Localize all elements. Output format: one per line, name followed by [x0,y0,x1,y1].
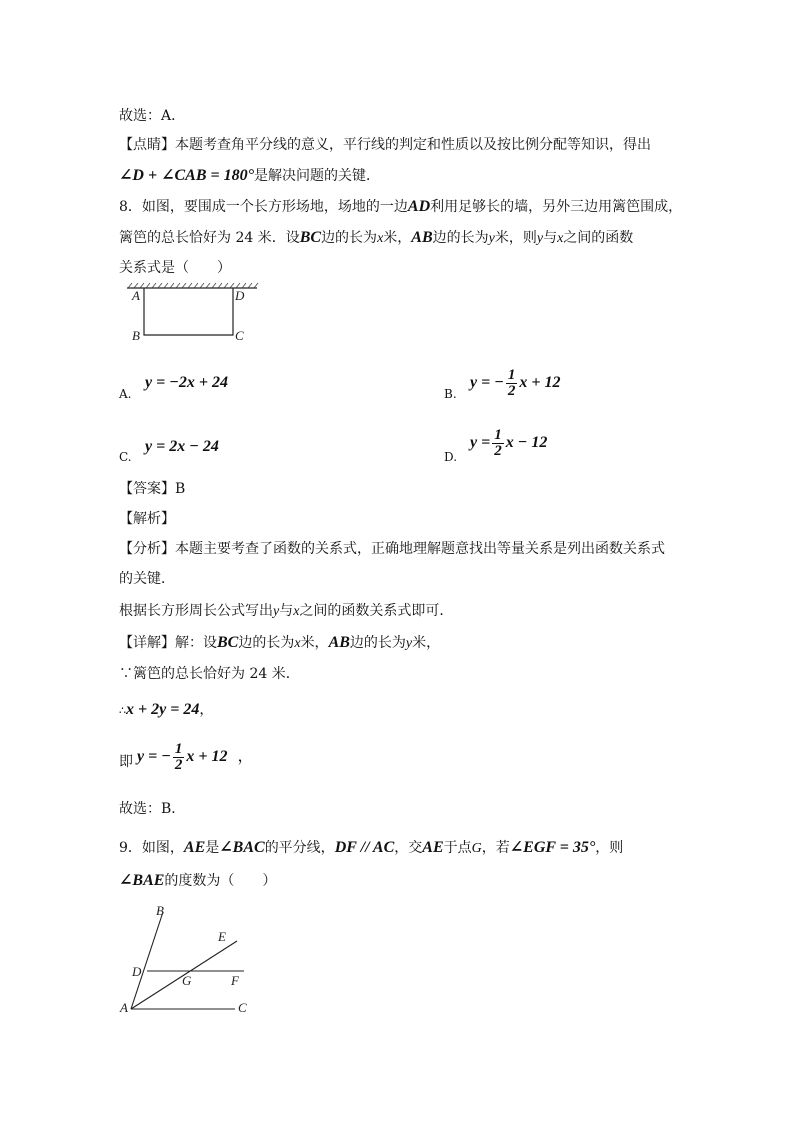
q8-var: x [557,231,564,246]
q8-text: 之间的函数 [563,230,634,246]
q8-line3: 关系式是（ ） [119,260,231,276]
q9-var: G [471,841,482,856]
option-d-expr [470,428,547,459]
fraction-den: 2 [174,757,183,773]
label-b: B [132,328,140,343]
method-text: 与 [279,603,294,619]
prev-comment-cont [119,166,380,186]
fraction-num: 1 [174,741,183,757]
q8-figure [125,282,265,346]
comment-tag: 【点睛】 [119,137,175,153]
q9-text: ，交 [394,840,423,856]
q8-text: 边的长为 [321,230,378,246]
method-var: x [293,604,300,619]
option-b-pre: y = − [470,374,504,392]
eq1-tail: ， [199,702,214,718]
q9-text: 9．如图， [119,840,184,856]
option-b-expr [470,368,561,399]
q9-math: ∠EGF = 35° [509,839,596,856]
q8-var: x [377,231,384,246]
label-d: D [132,964,142,979]
q9-text: 于点 [443,840,472,856]
prev-answer: 故选：A． [119,108,186,124]
option-b-label: B. [444,387,457,401]
label-c: C [238,1000,247,1015]
q8-method [119,601,453,622]
label-g: G [182,973,192,988]
q9-text: 是 [205,840,220,856]
label-a: A [132,288,140,303]
q9-text: ，若 [481,840,510,856]
q9-line1 [119,838,623,859]
therefore-symbol: ∴ [119,704,126,717]
q9-math: AE [422,839,444,856]
detail-math-bc: BC [217,634,239,651]
detail-text: 边的长为 [238,635,295,651]
q8-math-bc: BC [299,229,322,246]
fenxi-tag: 【分析】 [119,541,175,557]
fence-rectangle [144,288,233,335]
because-text: 篱笆的总长恰好为 24 米． [133,666,300,682]
detail-var: x [294,636,301,651]
q8-answer: 【答案】B [119,481,186,497]
q8-line1 [119,197,682,217]
fraction [173,742,185,773]
option-d-pre: y = [470,434,491,452]
q9-line2 [119,871,276,891]
q8-text: 篱笆的总长恰好为 24 米．设 [119,230,300,246]
q8-math-ad: AD [407,198,431,215]
detail-text: 米， [300,635,329,651]
eq2-pre: y = − [137,748,171,766]
q8-text: 米，则 [494,230,537,246]
q9-math: AE [183,839,206,856]
label-c: C [235,328,244,343]
q8-var: y [488,231,495,246]
q8-text: 8．如图，要围成一个长方形场地，场地的一边 [119,199,408,215]
option-c-expr: y = 2x − 24 [145,438,219,455]
method-text: 之间的函数关系式即可． [299,603,454,619]
fraction [492,428,504,459]
q9-text: 的度数为（ ） [164,873,277,889]
q8-eq1 [119,700,213,721]
label-d: D [235,288,245,303]
q8-final: 故选：B． [119,801,186,817]
option-d-label: D. [444,450,458,464]
eq2-post: x + 12 [186,748,228,766]
option-c-label: C. [119,450,132,464]
comment-text: 本题考查角平分线的意义，平行线的判定和性质以及按比例分配等知识，得出 [175,137,651,153]
equation-2 [137,742,254,773]
fraction-den: 2 [494,443,502,459]
q8-line2 [119,228,633,249]
detail-math-ab: AB [328,634,350,651]
q8-text: 米， [383,230,412,246]
fraction-den: 2 [507,383,516,399]
q8-because [119,664,300,684]
label-e: E [218,929,226,944]
method-text: 根据长方形周长公式写出 [119,603,273,619]
q8-var: y [536,231,544,246]
label-a: A [120,1000,128,1015]
option-a-expr: y = −2x + 24 [145,374,229,391]
equation-1: x + 2y = 24 [126,701,200,718]
option-d-post: x − 12 [505,434,548,452]
detail-text: 边的长为 [349,635,406,651]
q9-math: ∠BAE [119,872,165,889]
ray-ab [131,912,163,1009]
detail-text: 解：设 [175,635,217,651]
comment-math: ∠D + ∠CAB = 180° [119,167,255,184]
q9-text: ，则 [595,840,624,856]
q8-ji: 即 [119,754,133,770]
q8-fenxi-cont: 的关键． [119,571,175,587]
q9-math: DF // AC [334,839,395,856]
q8-fenxi [119,539,665,559]
q8-text: 利用足够长的墙，另外三边用篱笆围成， [430,199,683,215]
q9-text: 的平分线， [264,840,335,856]
q8-math-ab: AB [411,229,433,246]
option-a-label: A. [119,387,132,401]
method-var: y [273,604,280,619]
option-b-post: x + 12 [519,374,561,392]
q8-detail [119,633,440,654]
q9-figure [115,900,275,1020]
q8-text: 边的长为 [432,230,489,246]
fraction [506,368,518,399]
fenxi-text: 本题主要考查了函数的关系式，正确地理解题意找出等量关系是列出函数关系式 [175,541,665,557]
detail-text: 米， [412,635,441,651]
label-b: B [156,903,164,918]
comment-tail: 是解决问题的关键． [254,168,381,184]
eq2-tail: ， [237,748,254,766]
q9-math: ∠BAC [219,839,265,856]
q8-text: 与 [543,230,558,246]
detail-tag: 【详解】 [119,635,175,651]
label-f: F [231,973,239,988]
prev-comment [119,135,651,155]
detail-var: y [405,636,413,651]
because-symbol: ∵ [119,666,133,682]
fraction-num: 1 [494,427,502,443]
q8-analysis-label: 【解析】 [119,511,175,527]
fraction-num: 1 [507,367,516,383]
